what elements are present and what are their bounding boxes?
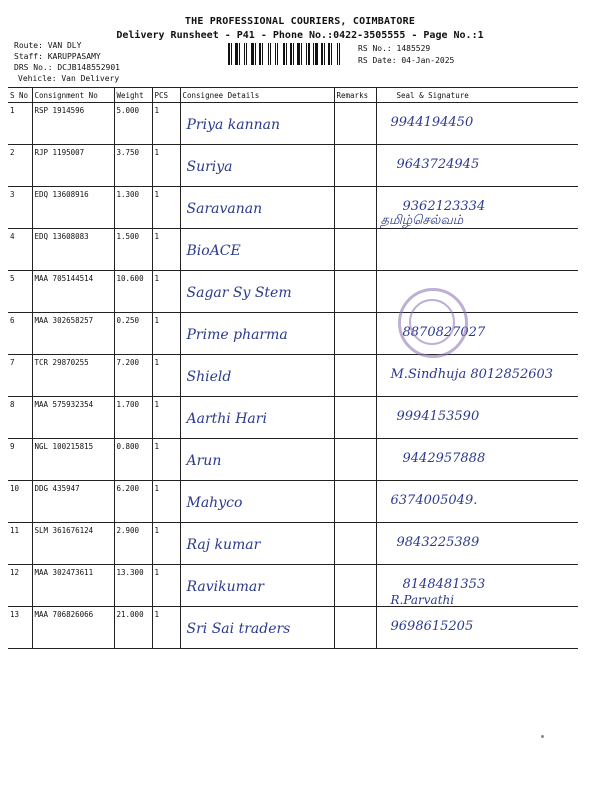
- table-row: [8, 229, 578, 271]
- table-row: [8, 313, 578, 355]
- cell-remarks: [334, 145, 376, 187]
- signature-handwriting: 9944194450: [390, 115, 474, 130]
- cell-consignee: [180, 481, 334, 523]
- table-row: [8, 103, 578, 145]
- cell-consignment-no: DDG 435947: [32, 481, 114, 523]
- cell-sno: 4: [8, 229, 32, 271]
- consignee-handwriting: Shield: [186, 369, 232, 385]
- cell-remarks: [334, 229, 376, 271]
- cell-signature: [376, 607, 578, 649]
- route-label: Route: VAN DLY: [14, 41, 82, 50]
- cell-weight: 3.750: [114, 145, 152, 187]
- signature-handwriting: 9994153590: [396, 409, 480, 424]
- cell-consignment-no: MAA 706826066: [32, 607, 114, 649]
- cell-weight: 2.900: [114, 523, 152, 565]
- cell-pcs: 1: [152, 607, 180, 649]
- cell-sno: 3: [8, 187, 32, 229]
- speck: [541, 735, 544, 738]
- cell-remarks: [334, 565, 376, 607]
- runsheet-subtitle: Delivery Runsheet - P41 - Phone No.:0422-3505555 - Page No.:1: [116, 30, 484, 41]
- cell-consignee: [180, 271, 334, 313]
- consignee-handwriting: Raj kumar: [186, 537, 261, 553]
- cell-consignment-no: EDQ 13608916: [32, 187, 114, 229]
- cell-pcs: 1: [152, 103, 180, 145]
- cell-pcs: 1: [152, 145, 180, 187]
- signature-handwriting: 8870827027: [402, 325, 486, 340]
- cell-remarks: [334, 481, 376, 523]
- cell-signature: [376, 565, 578, 607]
- table-row: [8, 439, 578, 481]
- cell-remarks: [334, 397, 376, 439]
- signature-handwriting: M.Sindhuja 8012852603: [390, 367, 554, 382]
- cell-consignment-no: MAA 575932354: [32, 397, 114, 439]
- cell-consignee: [180, 397, 334, 439]
- cell-weight: 7.200: [114, 355, 152, 397]
- cell-pcs: 1: [152, 271, 180, 313]
- cell-sno: 12: [8, 565, 32, 607]
- table-header-row: [8, 88, 578, 103]
- cell-remarks: [334, 313, 376, 355]
- col-remarks: Remarks: [334, 88, 376, 103]
- col-sno: S No: [8, 88, 32, 103]
- vehicle-label: Vehicle: Van Delivery: [18, 74, 120, 83]
- cell-weight: 6.200: [114, 481, 152, 523]
- table-row: [8, 523, 578, 565]
- page-title: THE PROFESSIONAL COURIERS, COIMBATORE: [184, 16, 416, 27]
- cell-remarks: [334, 103, 376, 145]
- col-consignment-no: Consignment No: [32, 88, 114, 103]
- consignee-handwriting: Sri Sai traders: [186, 621, 291, 637]
- cell-remarks: [334, 439, 376, 481]
- cell-consignee: [180, 565, 334, 607]
- cell-consignment-no: MAA 705144514: [32, 271, 114, 313]
- cell-consignee: [180, 145, 334, 187]
- cell-sno: 10: [8, 481, 32, 523]
- cell-pcs: 1: [152, 565, 180, 607]
- signature-handwriting: 9698615205: [390, 619, 474, 634]
- cell-signature: [376, 439, 578, 481]
- table-row: [8, 481, 578, 523]
- cell-remarks: [334, 355, 376, 397]
- cell-pcs: 1: [152, 313, 180, 355]
- cell-sno: 2: [8, 145, 32, 187]
- signature-handwriting: 9843225389: [396, 535, 480, 550]
- runsheet-table: [8, 87, 578, 649]
- staff-label: Staff: KARUPPASAMY: [14, 52, 101, 61]
- cell-remarks: [334, 607, 376, 649]
- cell-pcs: 1: [152, 355, 180, 397]
- cell-pcs: 1: [152, 439, 180, 481]
- cell-consignment-no: MAA 302658257: [32, 313, 114, 355]
- consignee-handwriting: BioACE: [186, 243, 241, 259]
- cell-weight: 0.250: [114, 313, 152, 355]
- cell-sno: 9: [8, 439, 32, 481]
- table-row: [8, 607, 578, 649]
- cell-consignment-no: RSP 1914596: [32, 103, 114, 145]
- cell-pcs: 1: [152, 523, 180, 565]
- consignee-handwriting: Priya kannan: [186, 117, 281, 133]
- table-row: [8, 565, 578, 607]
- cell-consignment-no: TCR 29870255: [32, 355, 114, 397]
- cell-consignment-no: RJP 1195007: [32, 145, 114, 187]
- consignee-handwriting: Arun: [186, 453, 222, 469]
- signature-handwriting: 8148481353: [402, 577, 486, 592]
- table-row: [8, 355, 578, 397]
- signature-name: R.Parvathi: [390, 593, 455, 607]
- cell-signature: [376, 103, 578, 145]
- cell-sno: 13: [8, 607, 32, 649]
- table-row: [8, 397, 578, 439]
- cell-weight: 21.000: [114, 607, 152, 649]
- cell-consignment-no: SLM 361676124: [32, 523, 114, 565]
- cell-weight: 1.700: [114, 397, 152, 439]
- cell-sno: 11: [8, 523, 32, 565]
- table-row: [8, 187, 578, 229]
- cell-weight: 1.500: [114, 229, 152, 271]
- cell-signature: [376, 523, 578, 565]
- barcode: [228, 43, 348, 65]
- table-row: [8, 271, 578, 313]
- cell-sno: 7: [8, 355, 32, 397]
- cell-remarks: [334, 187, 376, 229]
- cell-signature: [376, 355, 578, 397]
- consignee-handwriting: Mahyco: [186, 495, 243, 511]
- col-pcs: PCS: [152, 88, 180, 103]
- cell-signature: [376, 397, 578, 439]
- cell-sno: 6: [8, 313, 32, 355]
- cell-consignee: [180, 229, 334, 271]
- signature-handwriting: 9362123334: [402, 199, 486, 214]
- consignee-handwriting: Aarthi Hari: [186, 411, 267, 427]
- consignee-handwriting: Sagar Sy Stem: [186, 285, 292, 301]
- cell-consignee: [180, 103, 334, 145]
- rs-date: RS Date: 04-Jan-2025: [358, 56, 455, 65]
- cell-remarks: [334, 271, 376, 313]
- cell-weight: 10.600: [114, 271, 152, 313]
- col-consignee: Consignee Details: [180, 88, 334, 103]
- cell-signature: [376, 187, 578, 229]
- cell-consignment-no: NGL 100215815: [32, 439, 114, 481]
- cell-signature: [376, 145, 578, 187]
- cell-consignee: [180, 187, 334, 229]
- cell-signature: [376, 229, 578, 271]
- col-seal-signature: Seal & Signature: [376, 88, 578, 103]
- consignee-handwriting: Ravikumar: [186, 579, 264, 595]
- table-row: [8, 145, 578, 187]
- drs-label: DRS No.: DCJB148552901: [14, 63, 120, 72]
- cell-pcs: 1: [152, 187, 180, 229]
- signature-handwriting: 6374005049.: [390, 493, 478, 508]
- consignee-handwriting: Suriya: [186, 159, 233, 175]
- cell-pcs: 1: [152, 229, 180, 271]
- cell-consignee: [180, 523, 334, 565]
- cell-remarks: [334, 523, 376, 565]
- consignee-handwriting: Saravanan: [186, 201, 263, 217]
- cell-consignment-no: MAA 302473611: [32, 565, 114, 607]
- consignee-handwriting: Prime pharma: [186, 327, 288, 343]
- col-weight: Weight: [114, 88, 152, 103]
- cell-weight: 0.800: [114, 439, 152, 481]
- signature-handwriting: 9442957888: [402, 451, 486, 466]
- cell-consignment-no: EDQ 13608083: [32, 229, 114, 271]
- cell-signature: [376, 481, 578, 523]
- seal-stamp: [398, 288, 468, 358]
- cell-consignee: [180, 355, 334, 397]
- cell-pcs: 1: [152, 481, 180, 523]
- cell-weight: 5.000: [114, 103, 152, 145]
- cell-consignee: [180, 607, 334, 649]
- cell-pcs: 1: [152, 397, 180, 439]
- cell-consignee: [180, 439, 334, 481]
- signature-handwriting: 9643724945: [396, 157, 480, 172]
- cell-consignee: [180, 313, 334, 355]
- cell-sno: 8: [8, 397, 32, 439]
- rs-number: RS No.: 1485529: [358, 44, 431, 53]
- signature-name: தமிழ்செல்வம்: [380, 213, 464, 228]
- cell-sno: 5: [8, 271, 32, 313]
- cell-sno: 1: [8, 103, 32, 145]
- cell-weight: 13.300: [114, 565, 152, 607]
- cell-weight: 1.300: [114, 187, 152, 229]
